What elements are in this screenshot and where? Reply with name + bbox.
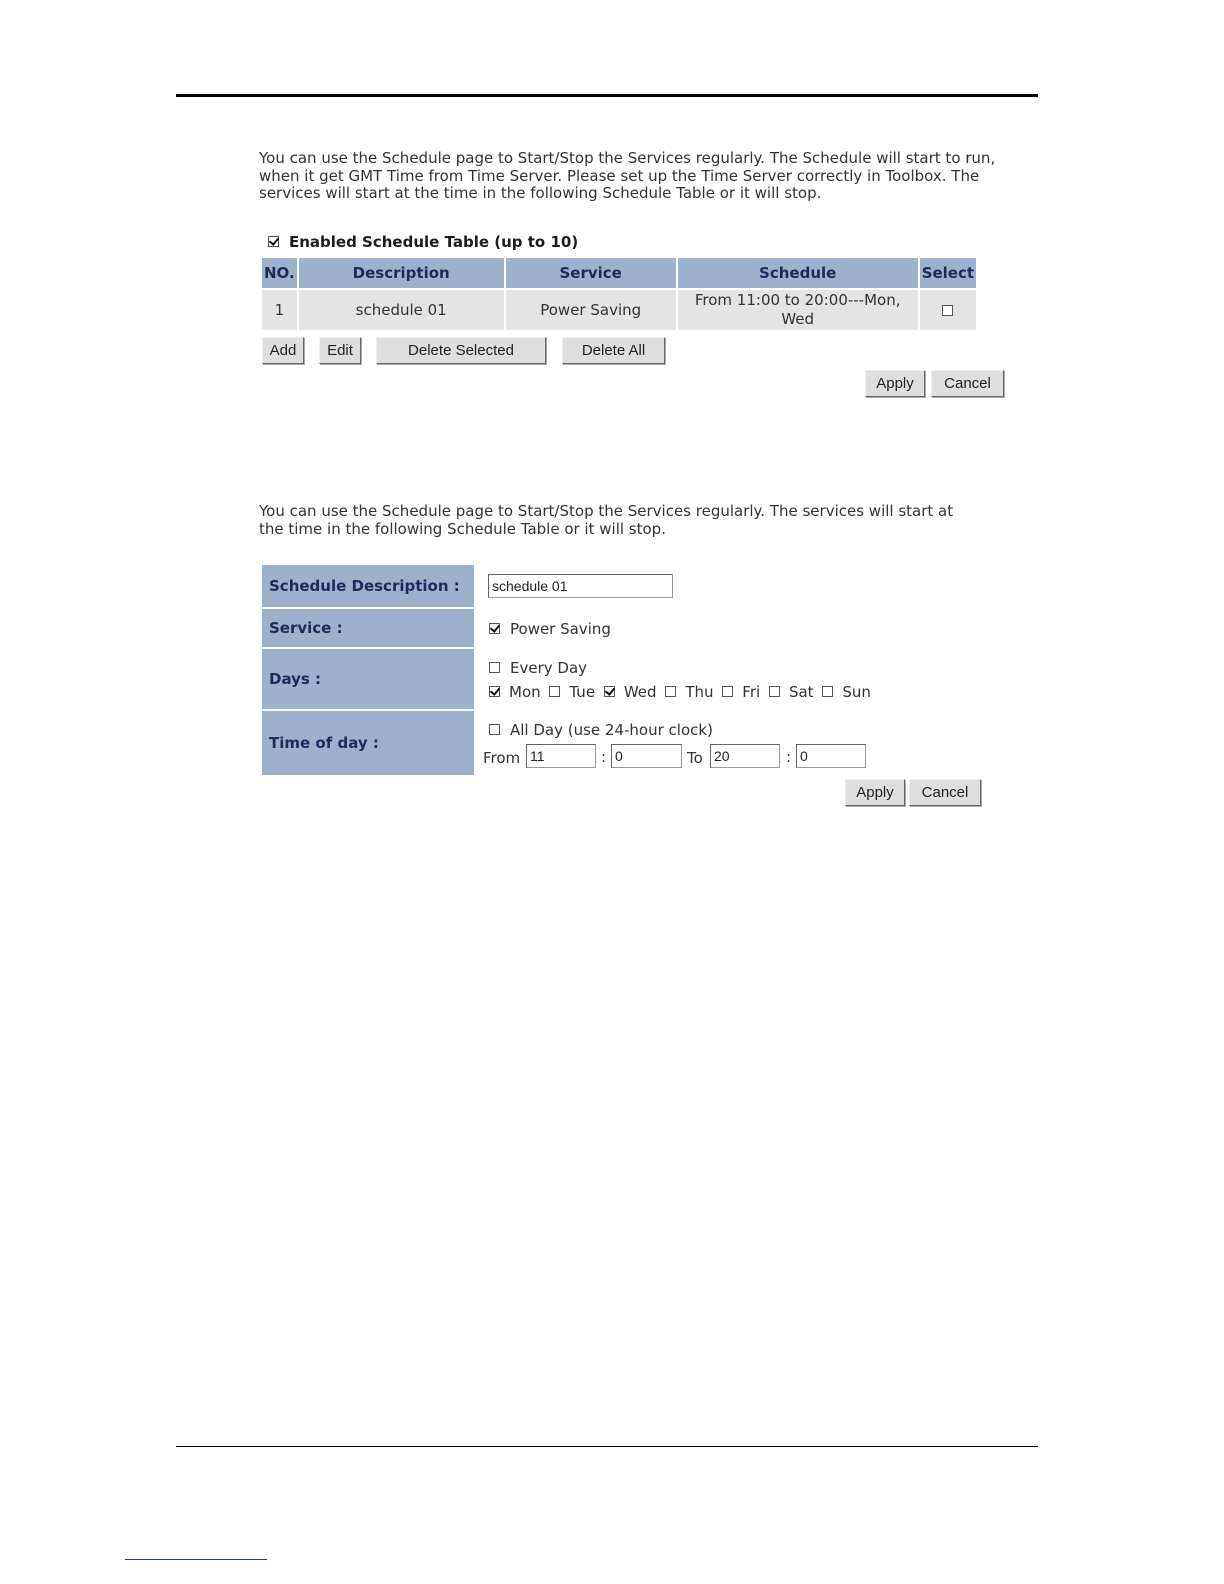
- to-hour-input[interactable]: 20: [710, 744, 780, 768]
- row-service: Power Saving: [506, 290, 676, 330]
- footer-link-underline: [125, 1559, 267, 1560]
- header-rule: [176, 94, 1038, 97]
- schedule-intro-text: You can use the Schedule page to Start/Stop the Services regularly. The Schedule will start to run, when it get GMT Time from Time Server. Please set up the Time Server correctly in Toolbox. The services will start at the time in the following Schedule Table or it will stop.: [259, 149, 996, 202]
- thu-checkbox[interactable]: [665, 686, 676, 697]
- schedule-table-header: [262, 258, 976, 288]
- form-apply-button[interactable]: Apply: [845, 779, 905, 806]
- row-select-checkbox[interactable]: [942, 305, 953, 316]
- row-description: schedule 01: [299, 290, 504, 330]
- service-label: Service :: [262, 609, 474, 647]
- from-minute-input[interactable]: 0: [611, 744, 682, 768]
- enable-schedule-row: [268, 233, 578, 251]
- power-saving-checkbox[interactable]: [489, 623, 500, 634]
- wed-checkbox[interactable]: [604, 686, 615, 697]
- enable-schedule-label: Enabled Schedule Table (up to 10): [289, 233, 579, 251]
- enable-schedule-checkbox[interactable]: [268, 236, 279, 247]
- tue-checkbox[interactable]: [549, 686, 560, 697]
- col-schedule: Schedule: [678, 258, 918, 288]
- sat-checkbox[interactable]: [769, 686, 780, 697]
- mon-label: Mon: [509, 683, 541, 701]
- from-label: From: [483, 749, 521, 767]
- power-saving-label: Power Saving: [510, 620, 611, 638]
- form-cancel-button[interactable]: Cancel: [909, 779, 981, 806]
- add-button[interactable]: Add: [262, 337, 304, 364]
- mon-checkbox[interactable]: [489, 686, 500, 697]
- col-service: Service: [506, 258, 676, 288]
- schedule-edit-intro-text: You can use the Schedule page to Start/Stop the Services regularly. The services will start at the time in the following Schedule Table or it will stop.: [259, 502, 954, 538]
- wed-label: Wed: [623, 683, 657, 701]
- row-no: 1: [262, 290, 297, 330]
- from-hour-input[interactable]: 11: [526, 744, 596, 768]
- to-label: To: [687, 749, 703, 767]
- cancel-button[interactable]: Cancel: [931, 370, 1004, 397]
- row-select-cell: [920, 290, 976, 330]
- sun-label: Sun: [842, 683, 871, 701]
- edit-button[interactable]: Edit: [319, 337, 361, 364]
- days-label: Days :: [262, 649, 474, 709]
- days-row: [489, 683, 875, 701]
- schedule-description-label: Schedule Description :: [262, 565, 474, 607]
- every-day-row: [489, 659, 587, 677]
- table-row: [262, 290, 976, 330]
- from-separator: :: [601, 748, 607, 766]
- tue-label: Tue: [569, 683, 596, 701]
- footer-rule: [176, 1446, 1038, 1447]
- all-day-label: All Day (use 24-hour clock): [510, 721, 713, 739]
- schedule-table: [260, 256, 978, 332]
- delete-selected-button[interactable]: Delete Selected: [376, 337, 546, 364]
- time-of-day-label: Time of day :: [262, 711, 474, 775]
- fri-checkbox[interactable]: [722, 686, 733, 697]
- delete-all-button[interactable]: Delete All: [562, 337, 665, 364]
- to-minute-input[interactable]: 0: [796, 744, 866, 768]
- schedule-description-input[interactable]: schedule 01: [488, 574, 673, 598]
- to-separator: :: [786, 748, 792, 766]
- every-day-checkbox[interactable]: [489, 662, 500, 673]
- all-day-checkbox[interactable]: [489, 724, 500, 735]
- apply-button[interactable]: Apply: [865, 370, 925, 397]
- every-day-label: Every Day: [510, 659, 588, 677]
- sat-label: Sat: [788, 683, 814, 701]
- service-option-row: [489, 620, 611, 638]
- col-no: NO.: [262, 258, 297, 288]
- all-day-row: [489, 721, 713, 739]
- sun-checkbox[interactable]: [822, 686, 833, 697]
- col-description: Description: [299, 258, 504, 288]
- fri-label: Fri: [742, 683, 761, 701]
- col-select: Select: [920, 258, 976, 288]
- row-schedule: From 11:00 to 20:00---Mon, Wed: [678, 290, 918, 330]
- thu-label: Thu: [685, 683, 714, 701]
